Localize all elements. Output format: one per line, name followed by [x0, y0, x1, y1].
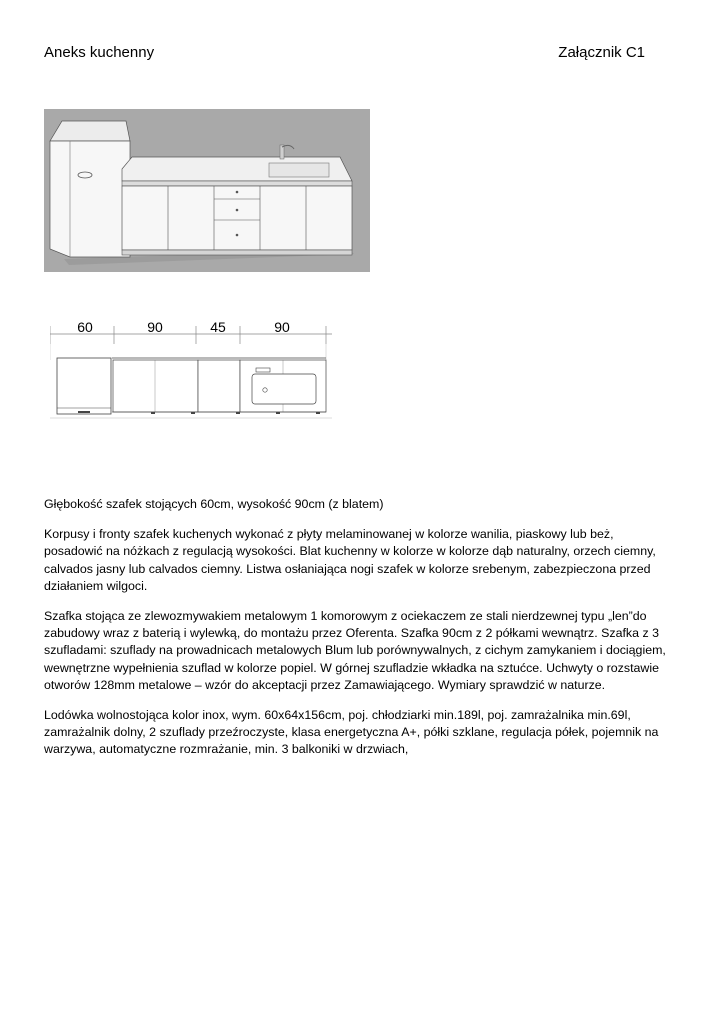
kitchen-render-image: [44, 109, 370, 272]
width-label-fridge: 60: [77, 319, 93, 335]
document-title: Aneks kuchenny: [44, 44, 155, 61]
width-label-cabinet-1: 90: [147, 319, 163, 335]
specification-text: [44, 496, 672, 772]
attachment-label: Załącznik C1: [558, 44, 645, 61]
paragraph-fridge: Lodówka wolnostojąca kolor inox, wym. 60x64x156cm, poj. chłodziarki min.189l, poj. zamrażalnika min.69l, zamrażalnik dolny, 2 szuflady przeźroczyste, klasa energetyczna A+, półki szklane, regulacja półek, pojemnik na warzywa, automatyczne rozmrażanie, min. 3 balkoniki w drzwiach,: [44, 708, 659, 757]
width-label-sink-cabinet: 90: [274, 319, 290, 335]
paragraph-depth: Głębokość szafek stojących 60cm, wysokość 90cm (z blatem): [44, 497, 384, 511]
paragraph-carcasses: Korpusy i fronty szafek kuchenych wykonać z płyty melaminowanej w kolorze wanilia, piaskowy lub beż, posadowić na nóżkach z regulacją wysokości. Blat kuchenny w kolorze w kolorze dąb naturalny, orzech ciemny, calvados jasny lub calvados ciemny. Listwa osłaniająca nogi szafek w kolorze srebenym, zabezpieczona przed działaniem wilgoci.: [44, 527, 656, 593]
paragraph-sink-cabinet: Szafka stojąca ze zlewozmywakiem metalowym 1 komorowym z ociekaczem ze stali nierdzewnej typu „len”do zabudowy wraz z baterią i wylewką, do montażu przez Oferenta. Szafka 90cm z 2 półkami wewnątrz. Szafka z 3 szufladami: szuflady na prowadnicach metalowych Blum lub porównywalnych, z cichym zamykaniem i dociągiem, wewnętrzne wypełnienia szuflad w kolorze popiel. W górnej szufladzie wkładka na sztućce. Uchwyty o rozstawie otworów 128mm metalowe – wzór do akceptacji przez Zamawiającego. Wymiary sprawdzić w naturze.: [44, 609, 666, 692]
elevation-drawing: [50, 316, 332, 428]
width-label-drawers: 45: [210, 319, 226, 335]
